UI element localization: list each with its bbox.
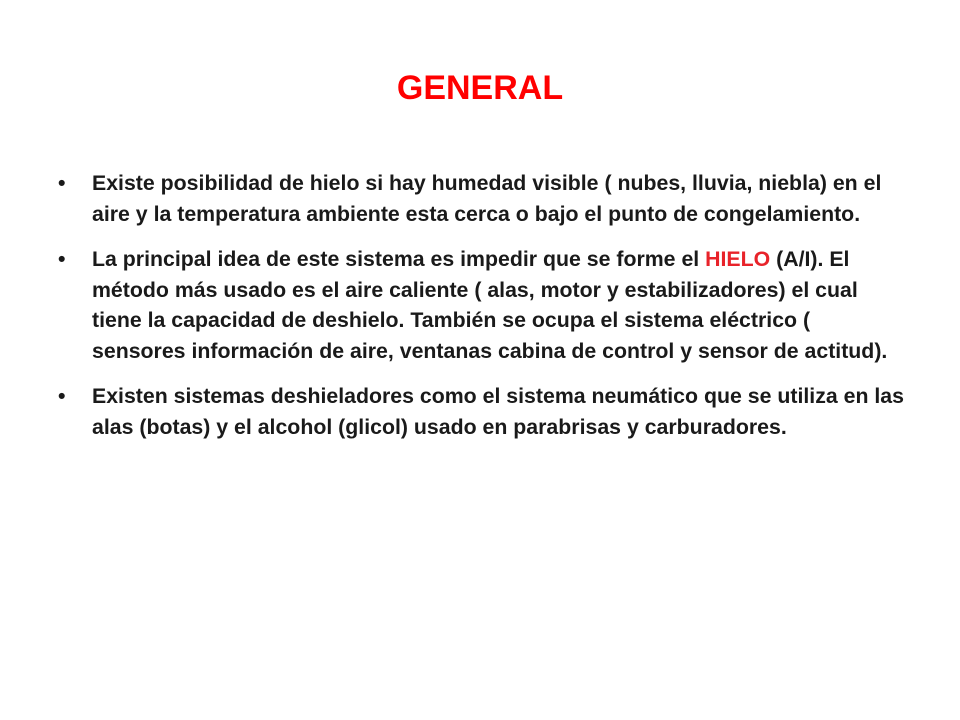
- bullet-marker: •: [58, 171, 66, 195]
- bullet-text-2-after: (A/I). El método más usado es el aire caliente ( alas, motor y estabilizadores) el cual tiene la capacidad de deshielo. También se ocupa el sistema eléctrico ( sensores información de aire, ventanas cabina de control y sensor de actitud).: [92, 247, 888, 363]
- bullet-item-3: [58, 381, 908, 442]
- bullet-item-1: [58, 168, 908, 229]
- bullet-text-3: Existen sistemas deshieladores como el sistema neumático que se utiliza en las alas (botas) y el alcohol (glicol) usado en parabrisas y carburadores.: [92, 384, 904, 439]
- bullet-text-1: Existe posibilidad de hielo si hay humedad visible ( nubes, lluvia, niebla) en el aire y la temperatura ambiente esta cerca o bajo el punto de congelamiento.: [92, 171, 882, 226]
- bullet-text-2-before: La principal idea de este sistema es impedir que se forme el: [92, 247, 706, 271]
- highlight-word: HIELO: [705, 247, 771, 271]
- bullet-marker: •: [58, 384, 66, 408]
- slide-title: GENERAL: [396, 69, 564, 107]
- bullet-marker: •: [58, 247, 66, 271]
- bullet-item-2: [58, 244, 908, 366]
- bullet-list: [58, 168, 908, 457]
